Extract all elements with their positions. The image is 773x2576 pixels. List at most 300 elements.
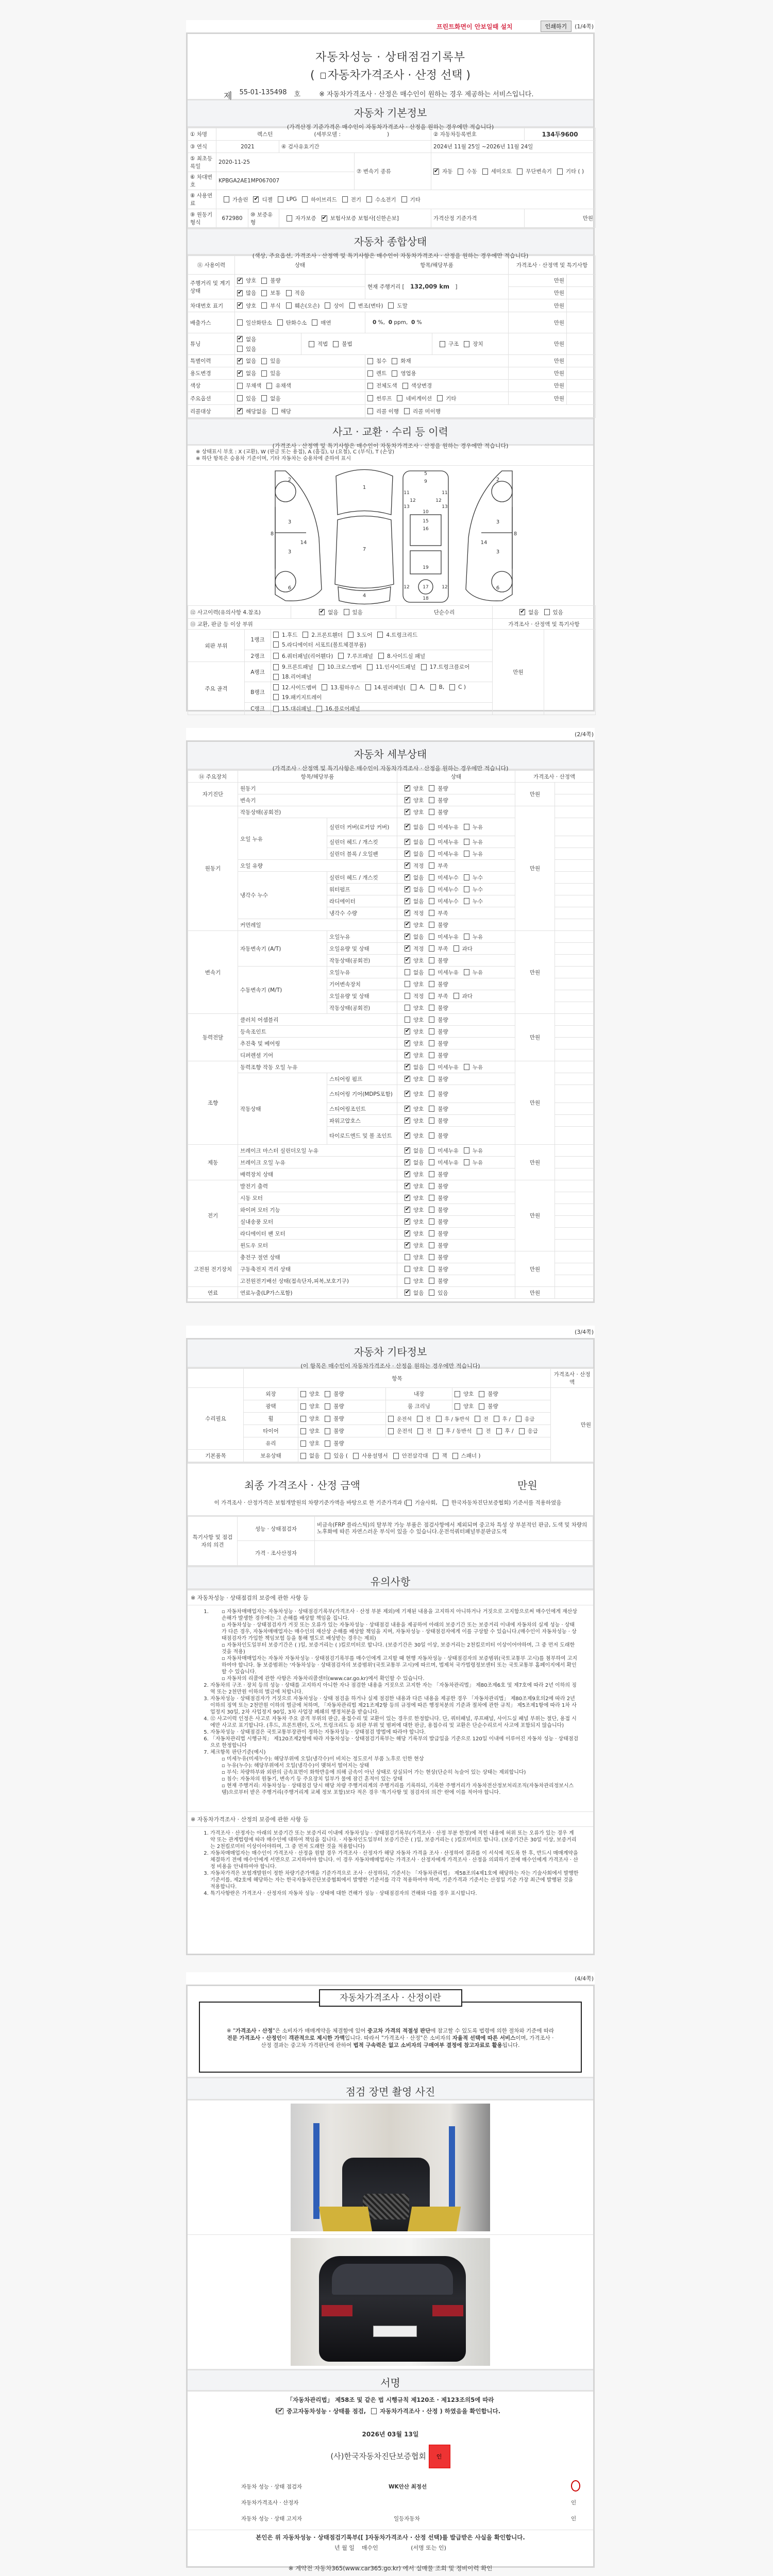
checkbox-option[interactable] [429, 838, 459, 846]
checkbox-option[interactable] [405, 1159, 424, 1166]
checkbox-option[interactable] [452, 1452, 481, 1460]
checkbox-icon[interactable] [393, 1453, 399, 1459]
checkbox-option[interactable] [405, 909, 424, 917]
checked-checkbox-icon[interactable] [405, 957, 410, 963]
checkbox-option[interactable] [405, 1117, 424, 1125]
checkbox-icon[interactable] [464, 824, 469, 830]
checkbox-option[interactable] [405, 1277, 424, 1285]
checkbox-option[interactable] [464, 838, 483, 846]
checkbox-option[interactable] [338, 652, 373, 660]
checkbox-icon[interactable] [388, 1428, 394, 1434]
checkbox-option[interactable] [273, 641, 366, 649]
checkbox-option[interactable] [397, 395, 432, 402]
checkbox-option[interactable] [429, 1040, 448, 1047]
checkbox-icon[interactable] [429, 862, 434, 869]
checkbox-icon[interactable] [464, 969, 469, 975]
checkbox-option[interactable] [464, 850, 483, 858]
checkbox-icon[interactable] [325, 1403, 330, 1410]
checkbox-icon[interactable] [429, 934, 434, 940]
checkbox-option[interactable] [477, 1427, 491, 1435]
checkbox-icon[interactable] [325, 1391, 330, 1397]
checked-checkbox-icon[interactable] [405, 1171, 410, 1177]
checkbox-option[interactable] [349, 302, 383, 310]
checkbox-option[interactable] [443, 1499, 562, 1506]
checkbox-icon[interactable] [479, 1403, 484, 1410]
checkbox-option[interactable] [261, 302, 280, 310]
checkbox-option[interactable] [405, 1171, 424, 1178]
checkbox-icon[interactable] [429, 1064, 434, 1070]
checkbox-option[interactable] [325, 1452, 348, 1460]
checked-checkbox-icon[interactable] [405, 862, 410, 869]
checkbox-icon[interactable] [300, 1391, 306, 1397]
checkbox-option[interactable] [367, 369, 386, 377]
checkbox-option[interactable] [429, 1052, 448, 1059]
checkbox-icon[interactable] [366, 196, 372, 202]
checkbox-option[interactable] [405, 945, 424, 953]
checkbox-icon[interactable] [405, 1266, 410, 1272]
checkbox-option[interactable] [405, 957, 424, 964]
checkbox-option[interactable] [429, 1016, 448, 1024]
checkbox-icon[interactable] [312, 319, 317, 326]
checkbox-icon[interactable] [388, 1416, 394, 1422]
checked-checkbox-icon[interactable] [405, 1064, 410, 1070]
checkbox-option[interactable] [449, 684, 466, 691]
checkbox-icon[interactable] [325, 302, 330, 309]
checkbox-option[interactable] [405, 1105, 424, 1113]
checkbox-option[interactable] [429, 1182, 448, 1190]
checkbox-option[interactable] [429, 1147, 459, 1155]
checkbox-option[interactable] [325, 1415, 344, 1422]
checkbox-option[interactable] [388, 1415, 412, 1422]
checkbox-option[interactable] [429, 1253, 448, 1261]
checked-checkbox-icon[interactable] [405, 1183, 410, 1189]
checkbox-option[interactable] [273, 652, 333, 660]
checkbox-option[interactable] [393, 1452, 428, 1460]
checkbox-option[interactable] [273, 663, 313, 671]
checkbox-option[interactable] [464, 823, 483, 831]
checkbox-icon[interactable] [429, 1132, 434, 1139]
checked-checkbox-icon[interactable] [405, 797, 410, 803]
checkbox-icon[interactable] [479, 1391, 484, 1397]
checkbox-icon[interactable] [429, 886, 434, 892]
checkbox-option[interactable] [421, 663, 470, 671]
checkbox-option[interactable] [405, 1242, 424, 1249]
checkbox-icon[interactable] [325, 1416, 330, 1422]
checkbox-option[interactable] [405, 1182, 424, 1190]
checkbox-option[interactable] [237, 335, 294, 343]
checked-checkbox-icon[interactable] [405, 1132, 410, 1139]
checkbox-icon[interactable] [300, 1453, 306, 1459]
checkbox-icon[interactable] [429, 839, 434, 845]
checkbox-icon[interactable] [367, 358, 373, 364]
checkbox-icon[interactable] [464, 1147, 469, 1154]
checkbox-option[interactable] [325, 1402, 344, 1410]
checkbox-icon[interactable] [429, 910, 434, 916]
checkbox-icon[interactable] [453, 993, 459, 999]
checkbox-option[interactable] [302, 196, 337, 204]
checkbox-option[interactable] [464, 969, 483, 976]
checkbox-icon[interactable] [237, 346, 243, 352]
checked-checkbox-icon[interactable] [405, 1076, 410, 1082]
checkbox-option[interactable] [300, 1439, 320, 1447]
checkbox-option[interactable] [429, 1289, 448, 1297]
checkbox-icon[interactable] [272, 408, 278, 414]
checkbox-option[interactable] [405, 785, 424, 792]
price-survey-checkbox[interactable] [321, 73, 326, 79]
checkbox-icon[interactable] [544, 609, 550, 615]
checkbox-icon[interactable] [278, 196, 283, 202]
checkbox-icon[interactable] [411, 684, 416, 690]
checkbox-icon[interactable] [429, 1207, 434, 1213]
checkbox-option[interactable] [429, 1075, 448, 1083]
checkbox-option[interactable] [253, 196, 272, 204]
checkbox-option[interactable] [405, 980, 424, 988]
checkbox-icon[interactable] [429, 922, 434, 928]
checkbox-option[interactable] [237, 382, 261, 389]
checkbox-icon[interactable] [429, 1117, 434, 1124]
checkbox-icon[interactable] [475, 1416, 480, 1422]
checkbox-option[interactable] [429, 1218, 448, 1226]
checkbox-icon[interactable] [273, 641, 279, 648]
checkbox-option[interactable] [417, 1427, 431, 1435]
checkbox-option[interactable] [378, 652, 425, 660]
checkbox-option[interactable] [322, 214, 399, 222]
checked-checkbox-icon[interactable] [405, 1218, 410, 1225]
checkbox-icon[interactable] [452, 1453, 458, 1459]
checkbox-icon[interactable] [429, 785, 434, 791]
checkbox-option[interactable] [411, 684, 425, 691]
checkbox-icon[interactable] [367, 370, 373, 377]
checked-checkbox-icon[interactable] [405, 874, 410, 880]
checkbox-icon[interactable] [406, 1500, 412, 1506]
checkbox-icon[interactable] [429, 1183, 434, 1189]
checkbox-icon[interactable] [322, 684, 327, 690]
checkbox-option[interactable] [464, 874, 483, 882]
checkbox-icon[interactable] [429, 1147, 434, 1154]
checkbox-icon[interactable] [429, 1040, 434, 1046]
checkbox-option[interactable] [392, 369, 416, 377]
checkbox-option[interactable] [405, 1289, 424, 1297]
checkbox-icon[interactable] [429, 1052, 434, 1058]
checkbox-option[interactable] [303, 631, 343, 639]
checkbox-option[interactable] [300, 1402, 320, 1410]
checkbox-option[interactable] [429, 945, 448, 953]
checkbox-option[interactable] [429, 1028, 448, 1036]
checkbox-option[interactable] [272, 408, 291, 415]
checked-checkbox-icon[interactable] [405, 1290, 410, 1296]
checkbox-option[interactable] [517, 167, 552, 175]
checked-checkbox-icon[interactable] [322, 215, 327, 222]
checked-checkbox-icon[interactable] [405, 1028, 410, 1035]
checkbox-icon[interactable] [557, 168, 563, 175]
checkbox-icon[interactable] [333, 341, 339, 347]
checkbox-icon[interactable] [342, 196, 348, 202]
checkbox-icon[interactable] [429, 957, 434, 963]
checkbox-option[interactable] [237, 395, 256, 402]
checkbox-option[interactable] [433, 1452, 447, 1460]
checkbox-icon[interactable] [300, 1428, 306, 1434]
checkbox-option[interactable] [464, 1147, 483, 1155]
checkbox-option[interactable] [437, 1427, 472, 1435]
checkbox-option[interactable] [464, 1159, 483, 1166]
checked-checkbox-icon[interactable] [405, 1242, 410, 1248]
checkbox-option[interactable] [429, 957, 448, 964]
checkbox-icon[interactable] [261, 395, 267, 401]
checkbox-icon[interactable] [429, 981, 434, 987]
checkbox-option[interactable] [300, 1415, 320, 1422]
checkbox-option[interactable] [482, 167, 512, 175]
checkbox-icon[interactable] [417, 1428, 423, 1434]
checkbox-icon[interactable] [477, 1428, 482, 1434]
checkbox-option[interactable] [325, 1427, 344, 1435]
checkbox-option[interactable] [429, 1132, 448, 1140]
checkbox-icon[interactable] [367, 408, 373, 414]
checkbox-option[interactable] [366, 196, 396, 204]
checked-checkbox-icon[interactable] [405, 1230, 410, 1236]
checkbox-icon[interactable] [273, 684, 279, 690]
checked-checkbox-icon[interactable] [405, 1052, 410, 1058]
checkbox-icon[interactable] [349, 302, 355, 309]
checkbox-icon[interactable] [273, 653, 279, 659]
checkbox-option[interactable] [300, 1452, 320, 1460]
checkbox-icon[interactable] [464, 839, 469, 845]
checkbox-option[interactable] [429, 808, 448, 816]
checked-checkbox-icon[interactable] [405, 1106, 410, 1112]
install-link[interactable]: 프린트화면이 안보일때 설치 [436, 23, 513, 30]
checkbox-icon[interactable] [455, 1403, 460, 1410]
checkbox-icon[interactable] [303, 632, 308, 638]
checkbox-option[interactable] [405, 886, 424, 893]
checkbox-icon[interactable] [404, 408, 410, 414]
checked-checkbox-icon[interactable] [433, 168, 439, 175]
print-button[interactable]: 인쇄하기 [541, 21, 572, 32]
checkbox-option[interactable] [404, 408, 441, 415]
checkbox-option[interactable] [261, 369, 280, 377]
checkbox-option[interactable] [519, 608, 539, 616]
checkbox-icon[interactable] [516, 1416, 522, 1422]
checkbox-option[interactable] [405, 808, 424, 816]
checkbox-option[interactable] [429, 1171, 448, 1178]
checkbox-option[interactable] [429, 1117, 448, 1125]
checkbox-option[interactable] [273, 631, 297, 639]
checkbox-option[interactable] [405, 1132, 424, 1140]
checkbox-option[interactable] [429, 992, 448, 1000]
checkbox-option[interactable] [287, 214, 316, 222]
checkbox-option[interactable] [237, 277, 256, 284]
checkbox-option[interactable] [367, 357, 386, 365]
checkbox-option[interactable] [300, 1427, 320, 1435]
checkbox-option[interactable] [464, 340, 483, 348]
checkbox-option[interactable] [237, 319, 272, 327]
checkbox-icon[interactable] [464, 1064, 469, 1070]
checkbox-option[interactable] [429, 823, 459, 831]
checkbox-option[interactable] [273, 693, 322, 701]
checkbox-icon[interactable] [429, 945, 434, 952]
checkbox-option[interactable] [519, 1427, 538, 1435]
checkbox-icon[interactable] [325, 1453, 330, 1459]
checked-checkbox-icon[interactable] [405, 809, 410, 815]
checkbox-icon[interactable] [429, 1076, 434, 1082]
checkbox-option[interactable] [429, 796, 448, 804]
checkbox-option[interactable] [405, 1028, 424, 1036]
checkbox-icon[interactable] [266, 383, 272, 389]
checkbox-icon[interactable] [224, 196, 229, 202]
checkbox-icon[interactable] [300, 1440, 306, 1447]
checkbox-option[interactable] [405, 1147, 424, 1155]
checkbox-option[interactable] [433, 167, 452, 175]
checkbox-icon[interactable] [455, 1391, 460, 1397]
checkbox-option[interactable] [464, 933, 483, 941]
checkbox-option[interactable] [348, 631, 372, 639]
checkbox-icon[interactable] [464, 1159, 469, 1165]
checkbox-icon[interactable] [449, 684, 455, 690]
checkbox-icon[interactable] [464, 874, 469, 880]
checkbox-option[interactable] [453, 992, 473, 1000]
checkbox-icon[interactable] [397, 395, 402, 401]
checkbox-option[interactable] [405, 969, 424, 976]
checkbox-option[interactable] [402, 382, 432, 389]
car365-notice[interactable]: ※ 계약전 자동차365(www.car365.go.kr) 에서 실매물 조회 및 정비이력 확인 [288, 2565, 493, 2572]
checkbox-icon[interactable] [429, 809, 434, 815]
checkbox-option[interactable] [455, 1390, 474, 1398]
checked-checkbox-icon[interactable] [405, 1195, 410, 1201]
checkbox-option[interactable] [429, 1242, 448, 1249]
checkbox-icon[interactable] [405, 993, 410, 999]
checked-checkbox-icon[interactable] [237, 336, 243, 342]
checkbox-icon[interactable] [464, 886, 469, 892]
checkbox-option[interactable] [388, 1427, 412, 1435]
checkbox-icon[interactable] [429, 993, 434, 999]
checkbox-option[interactable] [319, 608, 338, 616]
checked-checkbox-icon[interactable] [237, 370, 243, 377]
checkbox-icon[interactable] [286, 290, 292, 296]
checkbox-option[interactable] [405, 897, 424, 905]
checked-checkbox-icon[interactable] [237, 408, 243, 414]
checkbox-option[interactable] [429, 1206, 448, 1214]
checkbox-option[interactable] [278, 2407, 366, 2415]
checkbox-icon[interactable] [421, 664, 427, 670]
checkbox-option[interactable] [316, 705, 360, 713]
checkbox-icon[interactable] [429, 1005, 434, 1011]
checkbox-icon[interactable] [316, 706, 322, 712]
checkbox-option[interactable] [557, 167, 584, 175]
checked-checkbox-icon[interactable] [237, 302, 243, 309]
checkbox-icon[interactable] [348, 632, 354, 638]
checkbox-icon[interactable] [517, 168, 523, 175]
checkbox-icon[interactable] [273, 632, 279, 638]
checkbox-option[interactable] [273, 673, 311, 681]
checkbox-icon[interactable] [367, 383, 373, 389]
checkbox-option[interactable] [261, 289, 280, 297]
checkbox-icon[interactable] [429, 1242, 434, 1248]
checkbox-option[interactable] [429, 886, 459, 893]
checkbox-icon[interactable] [261, 302, 267, 309]
checkbox-icon[interactable] [318, 664, 324, 670]
checkbox-icon[interactable] [377, 632, 383, 638]
checkbox-icon[interactable] [429, 1106, 434, 1112]
checkbox-icon[interactable] [429, 1266, 434, 1272]
checkbox-option[interactable] [453, 945, 473, 953]
checkbox-option[interactable] [300, 1390, 320, 1398]
checkbox-option[interactable] [405, 1265, 424, 1273]
checkbox-icon[interactable] [440, 341, 445, 347]
checkbox-option[interactable] [353, 1452, 388, 1460]
checkbox-option[interactable] [429, 897, 459, 905]
checkbox-option[interactable] [405, 921, 424, 929]
checkbox-icon[interactable] [405, 1005, 410, 1011]
checkbox-icon[interactable] [392, 358, 397, 364]
checkbox-option[interactable] [237, 289, 256, 297]
checkbox-option[interactable] [237, 408, 267, 415]
checkbox-icon[interactable] [353, 1453, 359, 1459]
checkbox-icon[interactable] [309, 341, 314, 347]
checkbox-option[interactable] [312, 319, 331, 327]
checked-checkbox-icon[interactable] [405, 910, 410, 916]
checkbox-icon[interactable] [237, 383, 243, 389]
checked-checkbox-icon[interactable] [405, 839, 410, 845]
checkbox-icon[interactable] [429, 1195, 434, 1201]
checkbox-icon[interactable] [429, 1230, 434, 1236]
checkbox-option[interactable] [342, 196, 361, 204]
checkbox-option[interactable] [224, 196, 248, 204]
checkbox-option[interactable] [405, 1090, 424, 1098]
checkbox-icon[interactable] [429, 1278, 434, 1284]
checkbox-option[interactable] [237, 357, 256, 365]
checkbox-option[interactable] [464, 897, 483, 905]
checkbox-icon[interactable] [429, 1028, 434, 1035]
checkbox-option[interactable] [367, 663, 416, 671]
checkbox-option[interactable] [429, 909, 448, 917]
checkbox-option[interactable] [405, 1230, 424, 1238]
checkbox-icon[interactable] [405, 1254, 410, 1260]
checkbox-option[interactable] [429, 1265, 448, 1273]
checkbox-option[interactable] [365, 684, 406, 691]
checkbox-icon[interactable] [519, 1428, 525, 1434]
checkbox-icon[interactable] [286, 302, 292, 309]
checkbox-option[interactable] [437, 395, 456, 402]
checkbox-option[interactable] [479, 1402, 498, 1410]
checkbox-icon[interactable] [443, 1500, 448, 1506]
checkbox-option[interactable] [429, 1105, 448, 1113]
checkbox-option[interactable] [322, 684, 360, 691]
checkbox-icon[interactable] [371, 2408, 377, 2414]
checkbox-option[interactable] [429, 933, 459, 941]
checkbox-option[interactable] [318, 663, 362, 671]
checkbox-option[interactable] [266, 382, 291, 389]
checkbox-icon[interactable] [405, 981, 410, 987]
checkbox-icon[interactable] [365, 684, 371, 690]
checkbox-option[interactable] [405, 796, 424, 804]
checkbox-option[interactable] [261, 395, 280, 402]
checked-checkbox-icon[interactable] [319, 609, 325, 615]
checkbox-icon[interactable] [429, 1171, 434, 1177]
checked-checkbox-icon[interactable] [405, 1091, 410, 1097]
checkbox-option[interactable] [429, 969, 459, 976]
checkbox-option[interactable] [405, 838, 424, 846]
checkbox-icon[interactable] [496, 1428, 502, 1434]
checkbox-option[interactable] [494, 1415, 511, 1422]
checkbox-option[interactable] [458, 167, 477, 175]
checkbox-option[interactable] [286, 302, 320, 310]
checked-checkbox-icon[interactable] [405, 785, 410, 791]
checkbox-option[interactable] [429, 921, 448, 929]
checkbox-option[interactable] [286, 289, 305, 297]
checkbox-icon[interactable] [458, 168, 463, 175]
checkbox-option[interactable] [429, 1004, 448, 1012]
checkbox-option[interactable] [405, 1016, 424, 1024]
checkbox-icon[interactable] [378, 653, 384, 659]
checkbox-icon[interactable] [429, 1254, 434, 1260]
